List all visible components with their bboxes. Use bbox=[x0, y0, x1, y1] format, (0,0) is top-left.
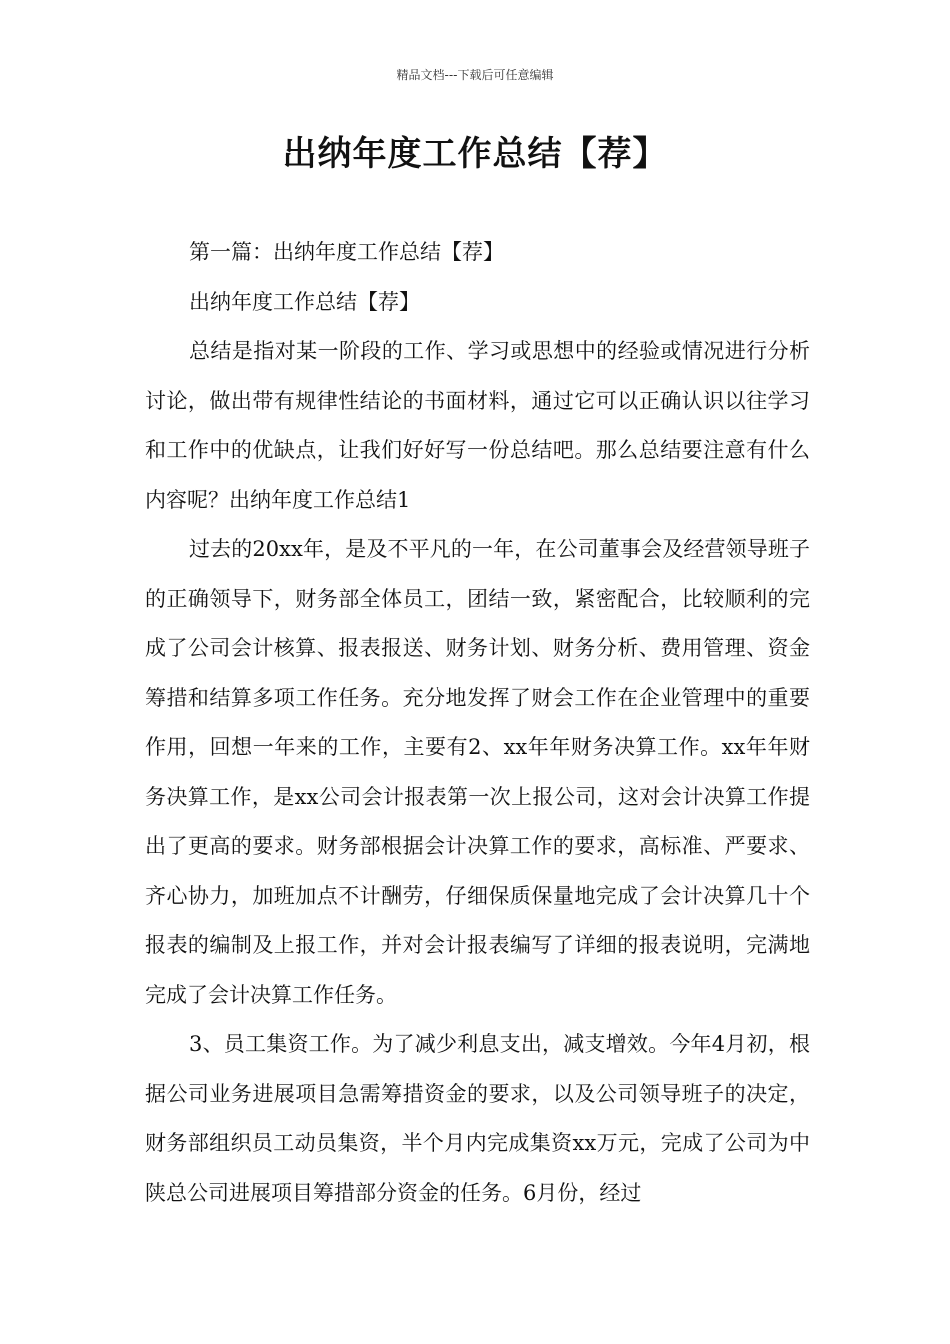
document-body bbox=[145, 228, 810, 1218]
paragraph-section-heading: 第一篇：出纳年度工作总结【荐】 bbox=[189, 240, 504, 264]
paragraph-fundraising: 3、员工集资工作。为了减少利息支出，减支增效。今年4月初，根据公司业务进展项目急需筹措资金的要求，以及公司领导班子的决定，财务部组织员工动员集资，半个月内完成集资xx万元，完成了公司为中陕总公司进展项目筹措部分资金的任务。6月份，经过 bbox=[145, 1032, 810, 1205]
paragraph-subtitle: 出纳年度工作总结【荐】 bbox=[189, 289, 420, 314]
paragraph-intro: 总结是指对某一阶段的工作、学习或思想中的经验或情况进行分析讨论，做出带有规律性结论的书面材料，通过它可以正确认识以往学习和工作中的优缺点，让我们好好写一份总结吧。那么总结要注意有什么内容呢？出纳年度工作总结1 bbox=[145, 339, 810, 512]
header-note: 精品文档---下载后可任意编辑 bbox=[396, 68, 554, 82]
document-title: 出纳年度工作总结【荐】 bbox=[282, 134, 668, 174]
paragraph-review: 过去的20xx年，是及不平凡的一年，在公司董事会及经营领导班子的正确领导下，财务部全体员工，团结一致，紧密配合，比较顺利的完成了公司会计核算、报表报送、财务计划、财务分析、费用管理、资金筹措和结算多项工作任务。充分地发挥了财会工作在企业管理中的重要作用，回想一年来的工作，主要有2、xx年年财务决算工作。xx年年财务决算工作，是xx公司会计报表第一次上报公司，这对会计决算工作提出了更高的要求。财务部根据会计决算工作的要求，高标准、严要求、齐心协力，加班加点不计酬劳，仔细保质保量地完成了会计决算几十个报表的编制及上报工作，并对会计报表编写了详细的报表说明，完满地完成了会计决算工作任务。 bbox=[145, 537, 810, 1007]
